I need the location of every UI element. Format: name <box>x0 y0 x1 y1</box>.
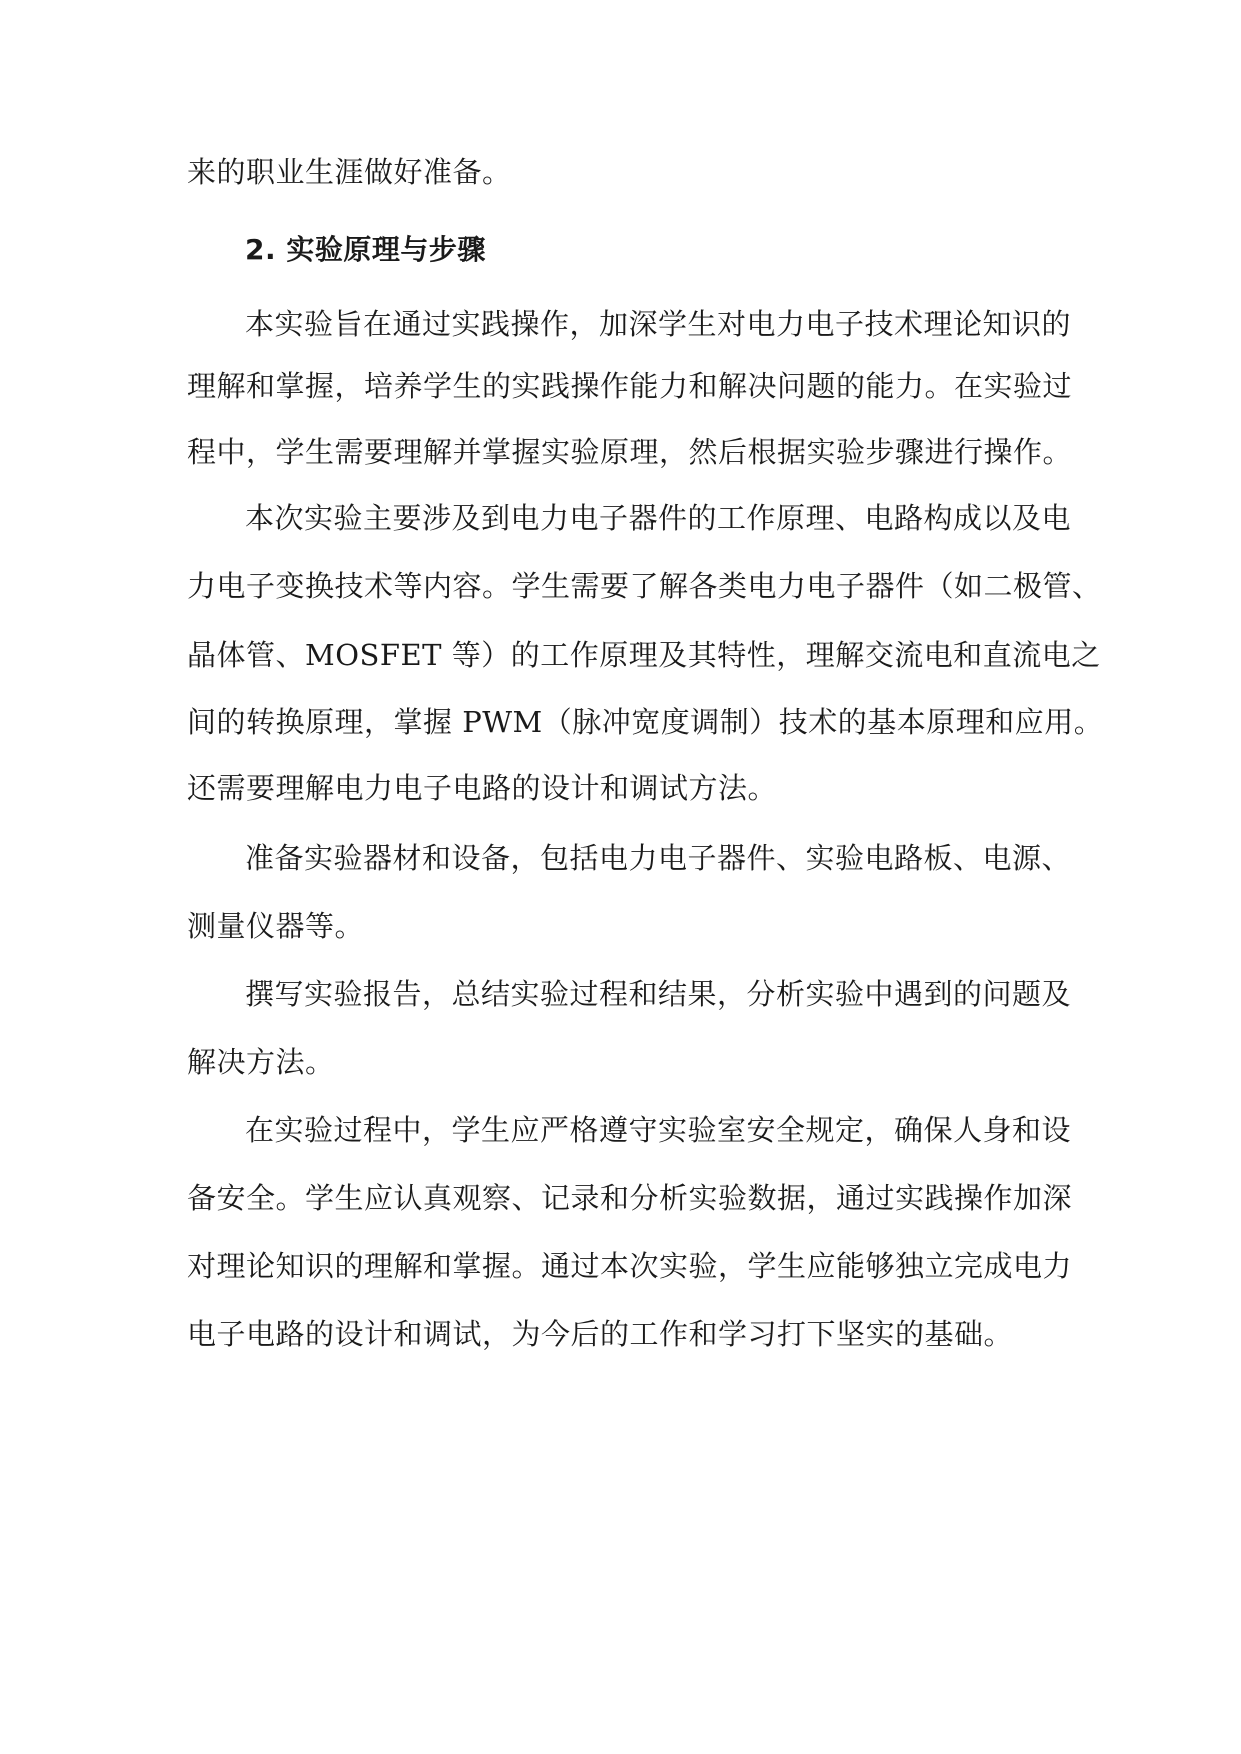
paragraph-line: 电子电路的设计和调试，为今后的工作和学习打下坚实的基础。 <box>187 1317 1014 1351</box>
paragraph-line: 间的转换原理，掌握 PWM（脉冲宽度调制）技术的基本原理和应用。 <box>187 705 1104 739</box>
paragraph-line: 解决方法。 <box>187 1045 335 1079</box>
paragraph-line: 备安全。学生应认真观察、记录和分析实验数据，通过实践操作加深 <box>187 1181 1073 1215</box>
section-heading: 2. 实验原理与步骤 <box>245 233 486 266</box>
paragraph-line: 在实验过程中，学生应严格遵守实验室安全规定，确保人身和设 <box>245 1113 1072 1147</box>
paragraph-line: 本实验旨在通过实践操作，加深学生对电力电子技术理论知识的 <box>245 307 1072 341</box>
paragraph-line: 还需要理解电力电子电路的设计和调试方法。 <box>187 771 778 805</box>
paragraph-line: 来的职业生涯做好准备。 <box>187 155 512 189</box>
paragraph-line: 测量仪器等。 <box>187 909 365 943</box>
paragraph-line: 撰写实验报告，总结实验过程和结果，分析实验中遇到的问题及 <box>245 977 1072 1011</box>
paragraph-line: 准备实验器材和设备，包括电力电子器件、实验电路板、电源、 <box>245 841 1072 875</box>
paragraph-line: 程中，学生需要理解并掌握实验原理，然后根据实验步骤进行操作。 <box>187 435 1073 469</box>
paragraph-line: 理解和掌握，培养学生的实践操作能力和解决问题的能力。在实验过 <box>187 369 1073 403</box>
paragraph-line: 本次实验主要涉及到电力电子器件的工作原理、电路构成以及电 <box>245 501 1072 535</box>
paragraph-line: 晶体管、MOSFET 等）的工作原理及其特性，理解交流电和直流电之 <box>187 638 1101 672</box>
paragraph-line: 力电子变换技术等内容。学生需要了解各类电力电子器件（如二极管、 <box>187 569 1102 603</box>
paragraph-line: 对理论知识的理解和掌握。通过本次实验，学生应能够独立完成电力 <box>187 1249 1073 1283</box>
